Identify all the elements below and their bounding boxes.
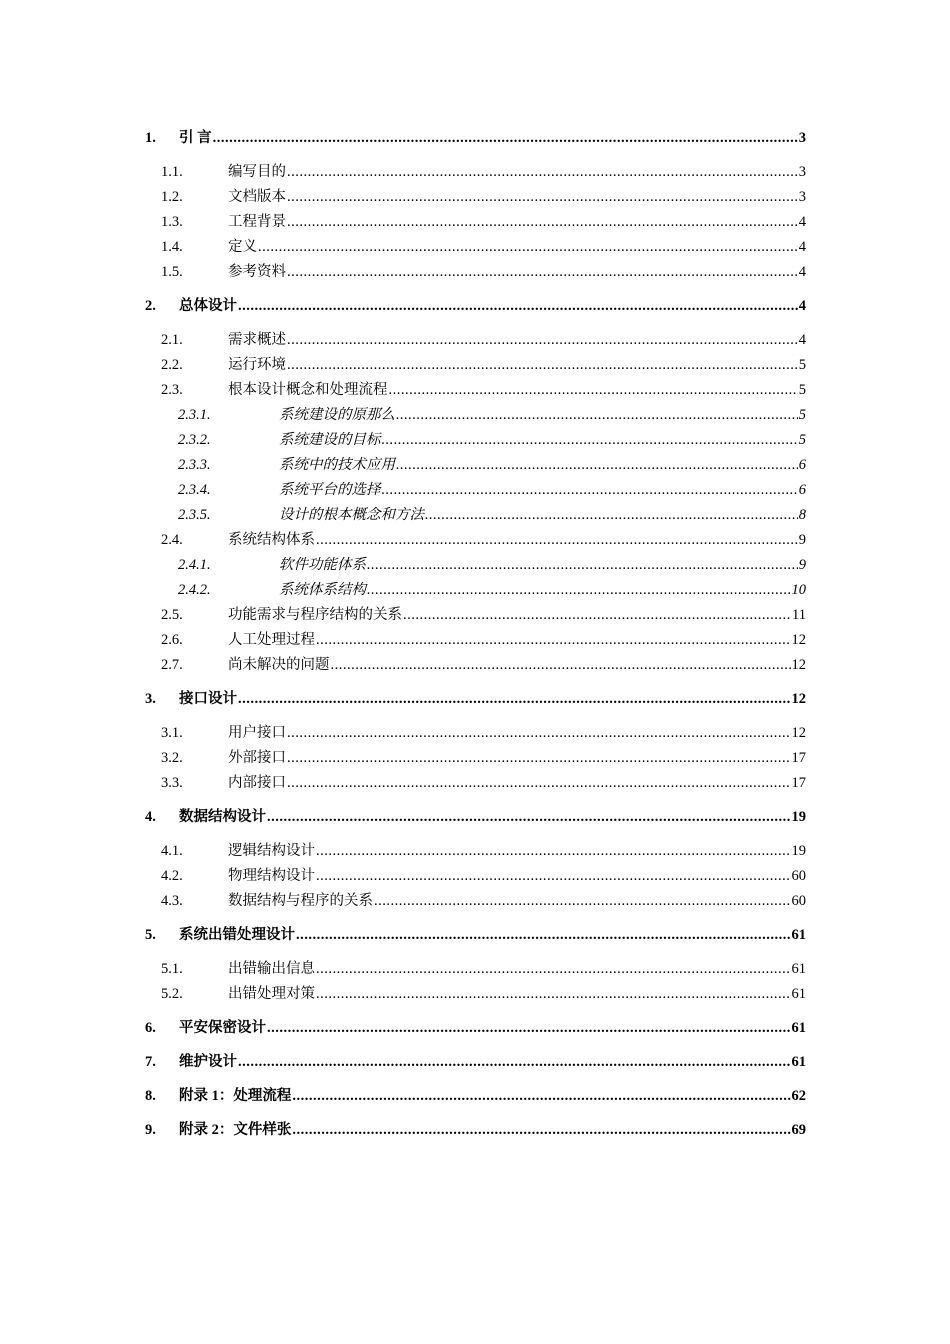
toc-entry-number: 1.5. [161,264,183,280]
toc-entry-number: 2.3.3. [178,457,211,473]
toc-entry-number: 1. [145,130,156,146]
toc-subsection-entry[interactable] [145,746,806,771]
toc-entry-page-number: 6 [798,482,806,498]
toc-entry-number: 1.2. [161,189,183,205]
toc-entry-title: 系统平台的选择 [279,482,381,498]
toc-entry-title: 工程背景 [228,214,286,230]
toc-dot-leader [316,982,791,1007]
toc-subsubsection-entry[interactable] [145,578,806,603]
toc-entry-page-number: 9 [798,557,806,573]
toc-entry-page-number: 61 [791,986,806,1002]
toc-entry-title: 文档版本 [228,189,286,205]
toc-entry-title: 人工处理过程 [228,632,315,648]
toc-entry-page-number: 12 [791,632,806,648]
toc-dot-leader [367,553,798,578]
toc-entry-title: 系统建设的原那么 [279,407,395,423]
toc-dot-leader [287,210,798,235]
toc-subsection-entry[interactable] [145,889,806,914]
toc-dot-leader [213,126,798,151]
toc-subsection-entry[interactable] [145,982,806,1007]
toc-entry-title: 系统体系结构 [279,582,366,598]
toc-entry-number: 5. [145,927,156,943]
toc-entry-page-number: 10 [791,582,806,598]
toc-section-entry[interactable] [145,805,806,830]
toc-subsection-entry[interactable] [145,378,806,403]
toc-dot-leader [287,260,798,285]
toc-subsubsection-entry[interactable] [145,453,806,478]
toc-entry-page-number: 4 [798,264,806,280]
toc-section-entry[interactable] [145,1084,806,1109]
toc-subsection-entry[interactable] [145,160,806,185]
toc-entry-page-number: 9 [798,532,806,548]
toc-subsection-entry[interactable] [145,628,806,653]
toc-subsection-entry[interactable] [145,528,806,553]
toc-entry-number: 6. [145,1020,156,1036]
toc-section-entry[interactable] [145,1016,806,1041]
toc-dot-leader [296,923,791,948]
toc-entry-number: 4. [145,809,156,825]
table-of-contents [145,126,806,1143]
toc-entry-number: 1.1. [161,164,183,180]
toc-section-entry[interactable] [145,687,806,712]
toc-entry-page-number: 5 [798,432,806,448]
toc-entry-number: 1.4. [161,239,183,255]
toc-entry-page-number: 17 [791,775,806,791]
toc-entry-title: 物理结构设计 [228,868,315,884]
toc-entry-page-number: 69 [791,1122,806,1138]
toc-entry-number: 2.2. [161,357,183,373]
toc-dot-leader [331,653,791,678]
toc-entry-title: 运行环境 [228,357,286,373]
toc-entry-title: 数据结构设计 [179,809,266,825]
toc-entry-number: 1.3. [161,214,183,230]
toc-section-entry[interactable] [145,923,806,948]
toc-entry-page-number: 6 [798,457,806,473]
toc-entry-number: 2.7. [161,657,183,673]
toc-dot-leader [396,403,798,428]
toc-entry-title: 接口设计 [179,691,237,707]
toc-entry-page-number: 11 [792,607,806,623]
toc-entry-title: 设计的根本概念和方法 [279,507,424,523]
toc-dot-leader [292,1118,790,1143]
toc-subsection-entry[interactable] [145,260,806,285]
toc-entry-page-number: 61 [791,1020,806,1036]
toc-entry-title: 系统中的技术应用 [279,457,395,473]
toc-entry-number: 2.3.1. [178,407,211,423]
toc-entry-page-number: 4 [798,239,806,255]
toc-entry-page-number: 60 [791,893,806,909]
toc-subsection-entry[interactable] [145,235,806,260]
toc-entry-title: 根本设计概念和处理流程 [228,382,388,398]
toc-section-entry[interactable] [145,1118,806,1143]
toc-dot-leader [238,687,791,712]
toc-subsection-entry[interactable] [145,721,806,746]
toc-entry-number: 3.2. [161,750,183,766]
toc-subsubsection-entry[interactable] [145,478,806,503]
toc-entry-page-number: 62 [791,1088,806,1104]
toc-entry-page-number: 4 [798,332,806,348]
toc-entry-number: 5.2. [161,986,183,1002]
toc-entry-page-number: 19 [791,809,806,825]
toc-entry-title: 数据结构与程序的关系 [228,893,373,909]
toc-subsection-entry[interactable] [145,603,806,628]
toc-dot-leader [238,294,798,319]
toc-entry-title: 平安保密设计 [179,1020,266,1036]
toc-entry-title: 需求概述 [228,332,286,348]
toc-dot-leader [238,1050,791,1075]
toc-entry-page-number: 17 [791,750,806,766]
toc-entry-page-number: 12 [791,725,806,741]
toc-entry-title: 系统出错处理设计 [179,927,295,943]
toc-entry-title: 附录 2：文件样张 [179,1122,292,1138]
toc-entry-page-number: 8 [798,507,806,523]
toc-dot-leader [382,428,798,453]
toc-entry-page-number: 61 [791,961,806,977]
toc-entry-number: 8. [145,1088,156,1104]
toc-subsection-entry[interactable] [145,328,806,353]
toc-entry-title: 参考资料 [228,264,286,280]
toc-section-entry[interactable] [145,294,806,319]
toc-subsubsection-entry[interactable] [145,403,806,428]
toc-entry-number: 2.1. [161,332,183,348]
toc-dot-leader [403,603,791,628]
toc-dot-leader [425,503,798,528]
toc-subsubsection-entry[interactable] [145,428,806,453]
toc-dot-leader [396,453,798,478]
toc-entry-number: 2.6. [161,632,183,648]
toc-dot-leader [316,839,791,864]
toc-subsection-entry[interactable] [145,185,806,210]
toc-entry-page-number: 60 [791,868,806,884]
toc-entry-number: 2.4.2. [178,582,211,598]
toc-entry-number: 3. [145,691,156,707]
toc-subsubsection-entry[interactable] [145,553,806,578]
toc-entry-page-number: 5 [798,357,806,373]
toc-entry-number: 7. [145,1054,156,1070]
toc-dot-leader [389,378,798,403]
toc-entry-title: 外部接口 [228,750,286,766]
toc-dot-leader [374,889,791,914]
toc-entry-page-number: 4 [798,298,806,314]
toc-entry-page-number: 3 [798,130,806,146]
toc-entry-title: 总体设计 [179,298,237,314]
toc-entry-title: 用户接口 [228,725,286,741]
toc-dot-leader [287,185,798,210]
toc-entry-title: 定义 [228,239,257,255]
toc-entry-title: 附录 1：处理流程 [179,1088,292,1104]
toc-subsection-entry[interactable] [145,957,806,982]
toc-entry-page-number: 4 [798,214,806,230]
toc-subsection-entry[interactable] [145,864,806,889]
toc-dot-leader [267,805,791,830]
toc-entry-title: 逻辑结构设计 [228,843,315,859]
toc-entry-page-number: 3 [798,189,806,205]
toc-dot-leader [287,746,791,771]
toc-entry-title: 出错处理对策 [228,986,315,1002]
toc-entry-title: 维护设计 [179,1054,237,1070]
toc-entry-page-number: 61 [791,1054,806,1070]
toc-dot-leader [292,1084,790,1109]
toc-dot-leader [367,578,791,603]
toc-subsection-entry[interactable] [145,353,806,378]
toc-dot-leader [287,721,791,746]
toc-subsection-entry[interactable] [145,771,806,796]
toc-entry-page-number: 19 [791,843,806,859]
toc-dot-leader [287,771,791,796]
toc-entry-title: 出错输出信息 [228,961,315,977]
toc-entry-number: 2.4.1. [178,557,211,573]
toc-subsection-entry[interactable] [145,653,806,678]
toc-entry-number: 9. [145,1122,156,1138]
toc-entry-page-number: 5 [798,407,806,423]
toc-entry-number: 2.3.5. [178,507,211,523]
toc-entry-title: 引 言 [179,130,212,146]
toc-entry-number: 2.3.4. [178,482,211,498]
toc-dot-leader [316,957,791,982]
toc-entry-number: 4.2. [161,868,183,884]
toc-entry-page-number: 12 [791,657,806,673]
toc-entry-title: 编写目的 [228,164,286,180]
toc-entry-number: 2.3.2. [178,432,211,448]
toc-entry-title: 软件功能体系 [279,557,366,573]
toc-dot-leader [287,328,798,353]
toc-entry-title: 尚未解决的问题 [228,657,330,673]
toc-dot-leader [316,528,798,553]
toc-entry-number: 3.1. [161,725,183,741]
toc-entry-number: 5.1. [161,961,183,977]
toc-dot-leader [287,160,798,185]
toc-subsection-entry[interactable] [145,839,806,864]
toc-entry-title: 内部接口 [228,775,286,791]
toc-dot-leader [316,864,791,889]
toc-entry-number: 2.5. [161,607,183,623]
toc-entry-number: 4.1. [161,843,183,859]
toc-dot-leader [382,478,798,503]
toc-subsubsection-entry[interactable] [145,503,806,528]
toc-dot-leader [258,235,798,260]
toc-entry-page-number: 61 [791,927,806,943]
toc-entry-page-number: 5 [798,382,806,398]
toc-entry-number: 2.4. [161,532,183,548]
toc-entry-page-number: 3 [798,164,806,180]
toc-entry-number: 2.3. [161,382,183,398]
toc-section-entry[interactable] [145,1050,806,1075]
toc-entry-page-number: 12 [791,691,806,707]
toc-entry-number: 2. [145,298,156,314]
toc-section-entry[interactable] [145,126,806,151]
toc-entry-title: 功能需求与程序结构的关系 [228,607,402,623]
toc-entry-number: 3.3. [161,775,183,791]
toc-dot-leader [267,1016,791,1041]
toc-dot-leader [316,628,791,653]
toc-entry-title: 系统建设的目标 [279,432,381,448]
toc-dot-leader [287,353,798,378]
toc-subsection-entry[interactable] [145,210,806,235]
toc-entry-title: 系统结构体系 [228,532,315,548]
toc-entry-number: 4.3. [161,893,183,909]
